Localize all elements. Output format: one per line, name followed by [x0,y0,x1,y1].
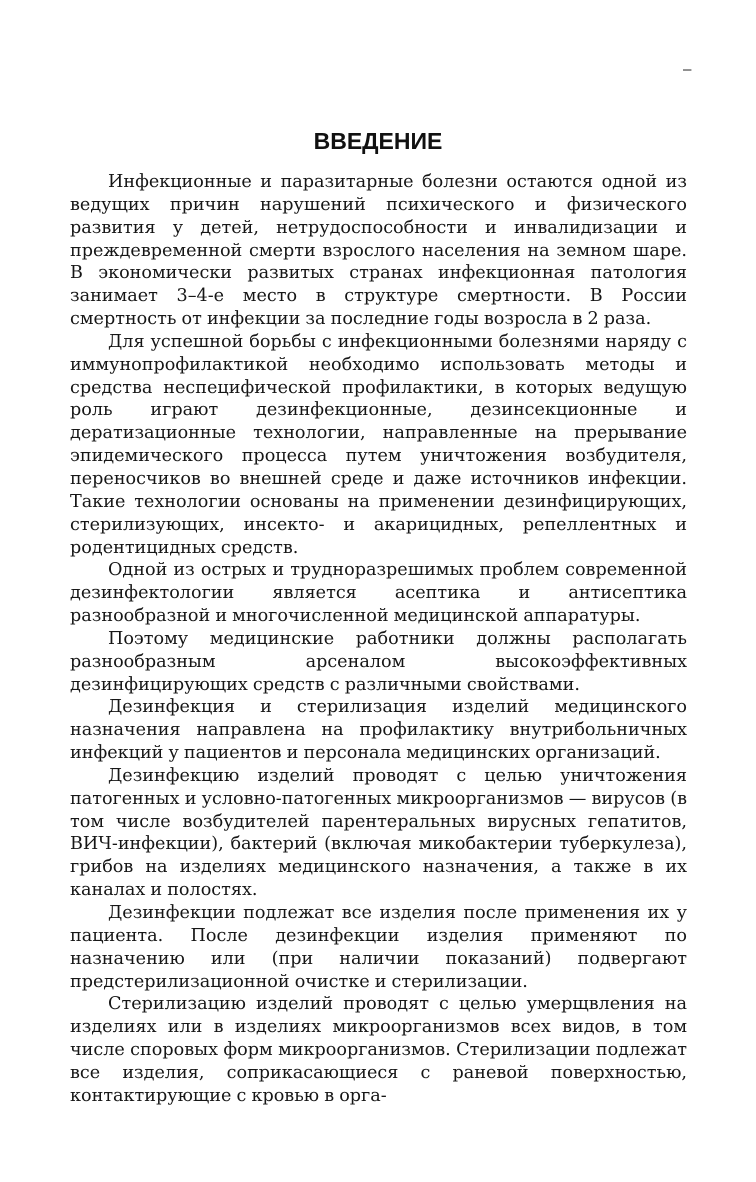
page-marker: – [683,62,692,78]
paragraph-2: Для успешной борьбы с инфекционными болезнями наряду с иммунопрофилактикой необходимо использовать методы и средства неспецифической профилактики, в которых ведущую роль играют дезинфекционные, дезинсекционные и дератизационные технологии, направленные на прерывание эпидемического процесса путем уничтожения возбудителя, переносчиков во внешней среде и даже источников инфекции. Такие технологии основаны на применении дезинфицирующих, стерилизующих, инсекто- и акарицидных, репеллентных и родентицидных средств. [70,331,687,558]
body-text [70,171,687,1108]
page-title: ВВЕДЕНИЕ [313,128,443,154]
paragraph-1: Инфекционные и паразитарные болезни остаются одной из ведущих причин нарушений психического и физического развития у детей, нетрудоспособности и инвалидизации и преждевременной смерти взрослого населения на земном шаре. В экономически развитых странах инфекционная патология занимает 3–4-е место в структуре смертности. В России смертность от инфекции за последние годы возросла в 2 раза. [70,172,687,330]
paragraph-3: Одной из острых и трудноразрешимых проблем современной дезинфектологии является асептика и антисептика разнообразной и многочисленной медицинской аппаратуры. [70,560,687,627]
paragraph-4: Поэтому медицинские работники должны располагать разнообразным арсеналом высокоэффективных дезинфицирующих средств с различными свойствами. [70,628,687,695]
paragraph-5: Дезинфекция и стерилизация изделий медицинского назначения направлена на профилактику внутрибольничных инфекций у пациентов и персонала медицинских организаций. [70,697,687,764]
paragraph-7: Дезинфекции подлежат все изделия после применения их у пациента. После дезинфекции изделия применяют по назначению или (при наличии показаний) подвергают предстерилизационной очистке и стерилизации. [70,903,687,992]
paragraph-6: Дезинфекцию изделий проводят с целью уничтожения патогенных и условно-патогенных микроорганизмов — вирусов (в том числе возбудителей парентеральных вирусных гепатитов, ВИЧ-инфекции), бактерий (включая микобактерии туберкулеза), грибов на изделиях медицинского назначения, а также в их каналах и полостях. [70,765,687,901]
paragraph-8: Стерилизацию изделий проводят с целью умерщвления на изделиях или в изделиях микроорганизмов всех видов, в том числе споровых форм микроорганизмов. Стерилизации подлежат все изделия, соприкасающиеся с раневой поверхностью, контактирующие с кровью в орга- [70,994,687,1106]
